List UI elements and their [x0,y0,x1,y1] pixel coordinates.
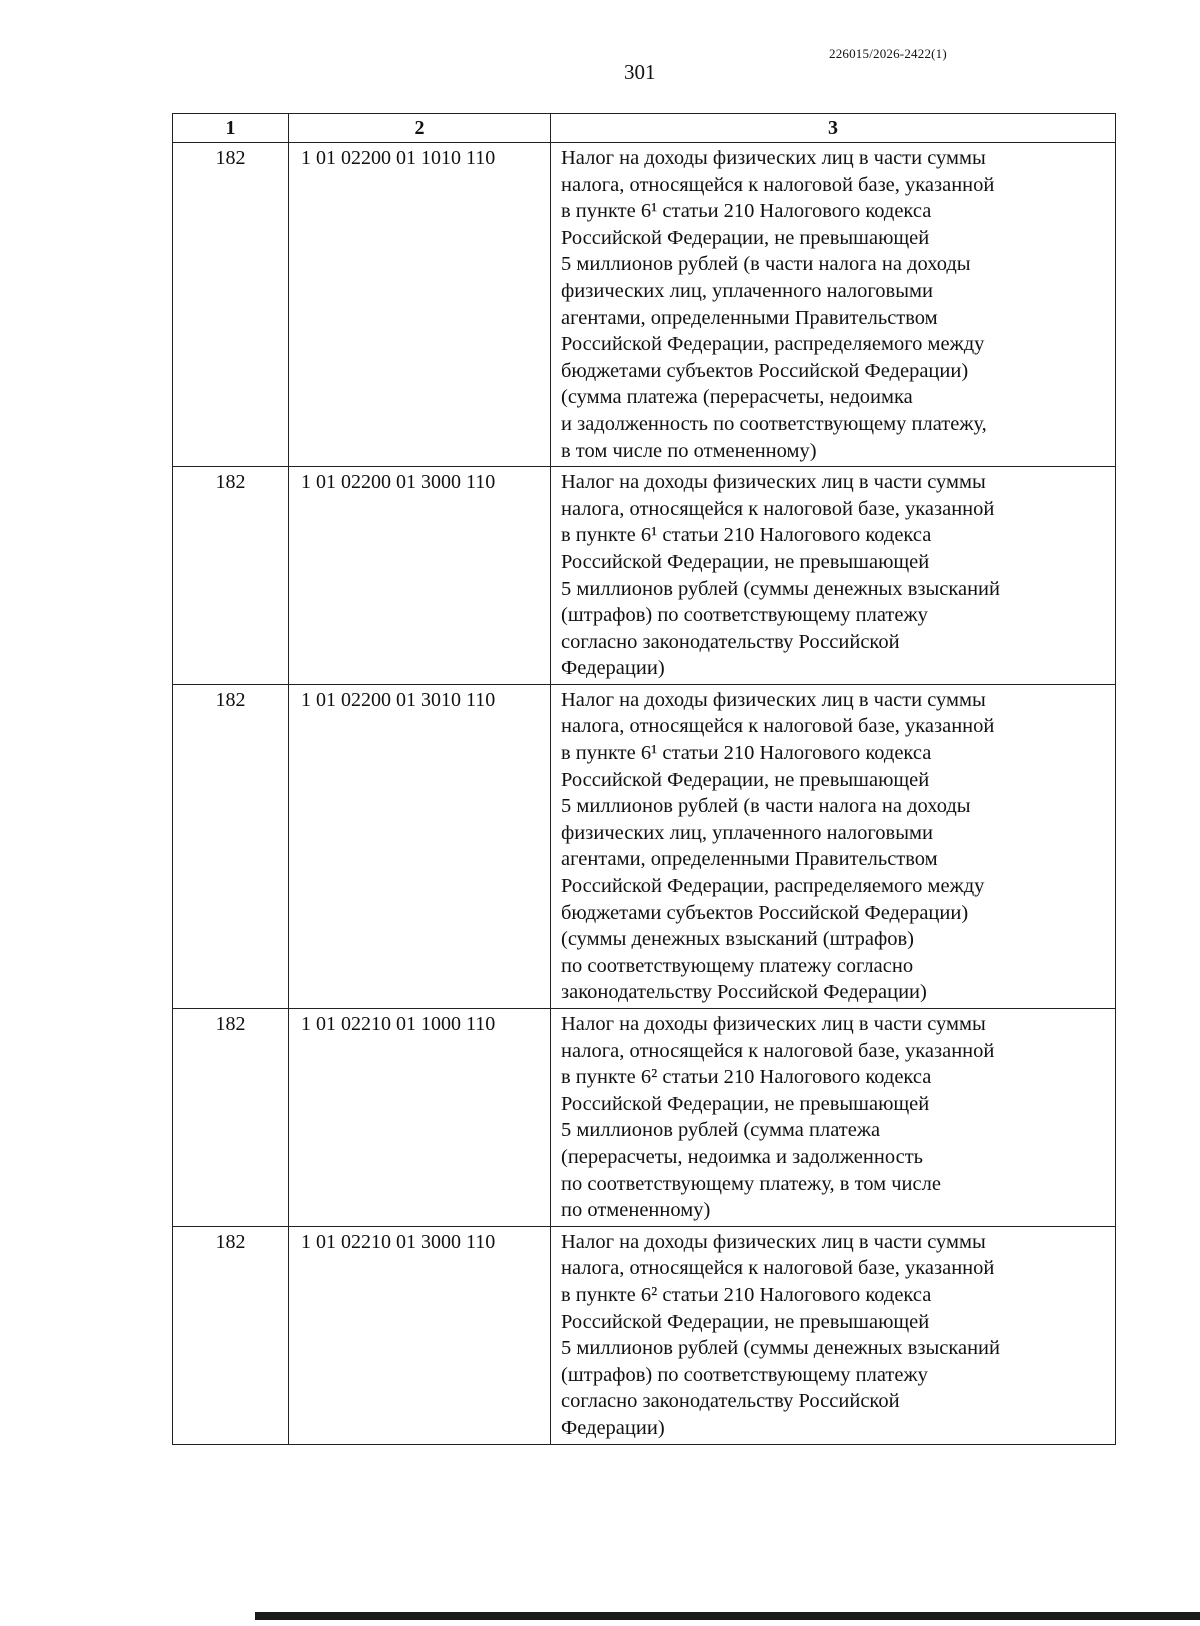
table-row [173,684,1116,1008]
table-row [173,143,1116,467]
admin-code-cell: 182 [173,1009,289,1227]
kbk-code-cell: 1 01 02200 01 1010 110 [289,143,551,467]
description-cell: Налог на доходы физических лиц в части суммы налога, относящейся к налоговой базе, указанной в пункте 6² статьи 210 Налогового кодекса Российской Федерации, не превышающей 5 миллионов рублей (сумма платежа (перерасчеты, недоимка и задолженность по соответствующему платежу, в том числе по отмененному) [551,1009,1116,1227]
kbk-code-cell: 1 01 02200 01 3000 110 [289,467,551,685]
kbk-code-cell: 1 01 02210 01 3000 110 [289,1226,551,1444]
kbk-code-cell: 1 01 02200 01 3010 110 [289,684,551,1008]
admin-code-cell: 182 [173,1226,289,1444]
document-number: 226015/2026-2422(1) [829,46,947,61]
table-row [173,467,1116,685]
description-cell: Налог на доходы физических лиц в части суммы налога, относящейся к налоговой базе, указанной в пункте 6² статьи 210 Налогового кодекса Российской Федерации, не превышающей 5 миллионов рублей (суммы денежных взысканий (штрафов) по соответствующему платежу согласно законодательству Российской Федерации) [551,1226,1116,1444]
column-header-2: 2 [289,114,551,143]
table-row [173,1226,1116,1444]
column-header-1: 1 [173,114,289,143]
column-header-3: 3 [551,114,1116,143]
budget-codes-table [172,113,1115,1445]
kbk-code-cell: 1 01 02210 01 1000 110 [289,1009,551,1227]
table-header-row [173,114,1116,143]
description-cell: Налог на доходы физических лиц в части суммы налога, относящейся к налоговой базе, указанной в пункте 6¹ статьи 210 Налогового кодекса Российской Федерации, не превышающей 5 миллионов рублей (в части налога на доходы физических лиц, уплаченного налоговыми агентами, определенными Правительством Российской Федерации, распределяемого между бюджетами субъектов Российской Федерации) (суммы денежных взысканий (штрафов) по соответствующему платежу согласно законодательству Российской Федерации) [551,684,1116,1008]
description-cell: Налог на доходы физических лиц в части суммы налога, относящейся к налоговой базе, указанной в пункте 6¹ статьи 210 Налогового кодекса Российской Федерации, не превышающей 5 миллионов рублей (в части налога на доходы физических лиц, уплаченного налоговыми агентами, определенными Правительством Российской Федерации, распределяемого между бюджетами субъектов Российской Федерации) (сумма платежа (перерасчеты, недоимка и задолженность по соответствующему платежу, в том числе по отмененному) [551,143,1116,467]
admin-code-cell: 182 [173,467,289,685]
admin-code-cell: 182 [173,684,289,1008]
admin-code-cell: 182 [173,143,289,467]
scan-bottom-rule [255,1612,1200,1620]
table-row [173,1009,1116,1227]
page-number: 301 [624,60,656,84]
table [172,113,1116,1445]
description-cell: Налог на доходы физических лиц в части суммы налога, относящейся к налоговой базе, указанной в пункте 6¹ статьи 210 Налогового кодекса Российской Федерации, не превышающей 5 миллионов рублей (суммы денежных взысканий (штрафов) по соответствующему платежу согласно законодательству Российской Федерации) [551,467,1116,685]
